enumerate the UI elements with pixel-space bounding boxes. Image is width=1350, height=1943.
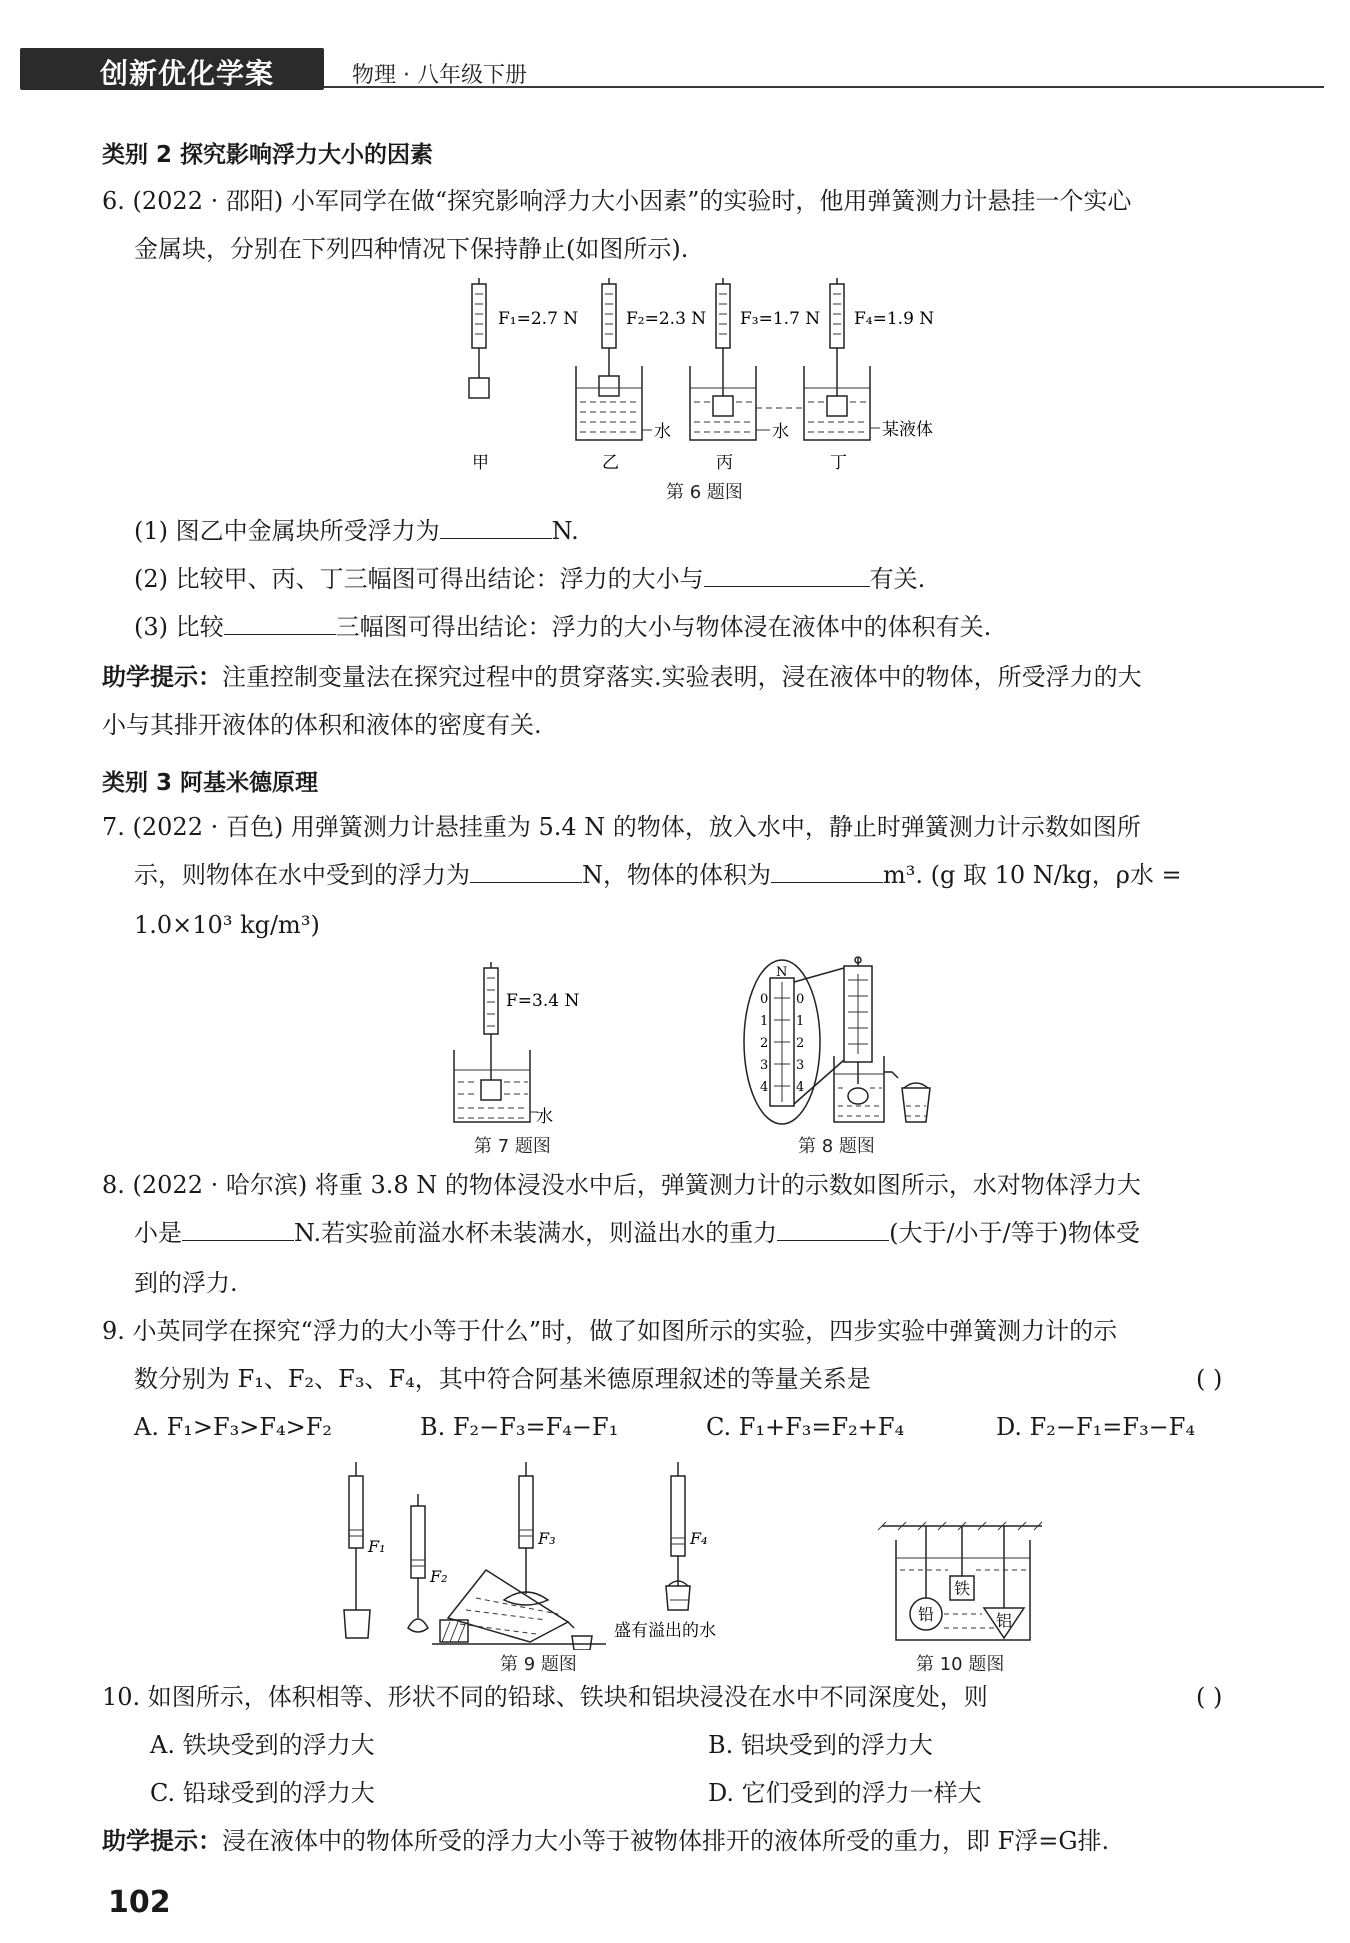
force-f3: F₃=1.7 N <box>740 309 821 329</box>
answer-blank[interactable] <box>704 564 870 587</box>
q10-line1: 10. 如图所示，体积相等、形状不同的铅球、铁块和铝块浸没在水中不同深度处，则 <box>102 1683 988 1711</box>
hint-2: 助学提示：浸在液体中的物体所受的浮力大小等于被物体排开的液体所受的重力，即 F浮=G排. <box>102 1827 1110 1855</box>
q7-force: F=3.4 N <box>506 991 580 1011</box>
category-3-heading: 类别 3 阿基米德原理 <box>102 770 319 796</box>
tick-right-3: 3 <box>796 1058 805 1073</box>
beaker-yi <box>576 366 642 440</box>
tick-right-4: 4 <box>796 1080 805 1095</box>
tick-left-3: 3 <box>760 1058 769 1073</box>
q6-sub2: (2) 比较甲、丙、丁三幅图可得出结论：浮力的大小与 有关. <box>134 565 926 593</box>
tick-right-2: 2 <box>796 1036 805 1051</box>
answer-blank[interactable] <box>777 1218 889 1241</box>
fig9-caption: 第 9 题图 <box>500 1654 577 1675</box>
q10-option-b[interactable]: B. 铝块受到的浮力大 <box>708 1731 933 1759</box>
q8-line2: 小是 N.若实验前溢水杯未装满水，则溢出水的重力 (大于/小于/等于)物体受 <box>134 1219 1140 1247</box>
tick-left-1: 1 <box>760 1014 769 1029</box>
figure-6 <box>440 278 980 508</box>
tick-left-0: 0 <box>760 992 769 1007</box>
f2-label: F₂ <box>430 1567 448 1586</box>
answer-blank[interactable] <box>470 860 582 883</box>
force-f4: F₄=1.9 N <box>854 309 935 329</box>
subject-label: 物理 · 八年级下册 <box>352 63 527 88</box>
brand-title: 创新优化学案 <box>100 57 275 90</box>
figure-10 <box>876 1518 1056 1648</box>
lead-label: 铅 <box>918 1605 935 1624</box>
q8-line1: 8. (2022 · 哈尔滨) 将重 3.8 N 的物体浸没水中后，弹簧测力计的示数如图所示，水对物体浮力大 <box>102 1171 1141 1199</box>
figure-7 <box>448 962 598 1132</box>
fig8-caption: 第 8 题图 <box>798 1136 875 1157</box>
q6-line1: 6. (2022 · 邵阳) 小军同学在做“探究影响浮力大小因素”的实验时，他用弹簧测力计悬挂一个实心 <box>102 187 1132 215</box>
q9-option-b[interactable]: B. F₂−F₃=F₄−F₁ <box>420 1413 619 1441</box>
panel-ding: 丁 <box>830 453 847 473</box>
overflow-label: 盛有溢出的水 <box>614 1621 716 1641</box>
q10-option-a[interactable]: A. 铁块受到的浮力大 <box>150 1731 375 1759</box>
q7-line2: 示，则物体在水中受到的浮力为 N，物体的体积为 m³. (g 取 10 N/kg，ρ水 = <box>134 861 1182 889</box>
category-2-heading: 类别 2 探究影响浮力大小的因素 <box>102 142 434 168</box>
fig10-caption: 第 10 题图 <box>916 1654 1005 1675</box>
answer-blank[interactable] <box>440 516 552 539</box>
q10-paren: ( ) <box>1196 1683 1223 1711</box>
q7-line1: 7. (2022 · 百色) 用弹簧测力计悬挂重为 5.4 N 的物体，放入水中，静止时弹簧测力计示数如图所 <box>102 813 1141 841</box>
answer-blank[interactable] <box>224 612 336 635</box>
f4-label: F₄ <box>690 1529 708 1548</box>
hint-1-line2: 小与其排开液体的体积和液体的密度有关. <box>102 711 542 739</box>
liquid-label-1: 水 <box>654 422 671 442</box>
fig6-caption: 第 6 题图 <box>666 482 743 503</box>
block-bing <box>713 396 733 416</box>
f3-label: F₃ <box>538 1529 556 1548</box>
tick-right-1: 1 <box>796 1014 805 1029</box>
overflow-cup <box>448 1570 568 1642</box>
force-f1: F₁=2.7 N <box>498 309 579 329</box>
fig7-caption: 第 7 题图 <box>474 1136 551 1157</box>
q6-line2: 金属块，分别在下列四种情况下保持静止(如图所示). <box>134 235 689 263</box>
q7-line3: 1.0×10³ kg/m³) <box>134 911 320 939</box>
f1-label: F₁ <box>368 1537 386 1556</box>
panel-yi: 乙 <box>602 453 619 473</box>
q9-paren: ( ) <box>1196 1365 1223 1393</box>
q10-option-c[interactable]: C. 铅球受到的浮力大 <box>150 1779 375 1807</box>
answer-blank[interactable] <box>182 1218 294 1241</box>
q9-option-c[interactable]: C. F₁+F₃=F₂+F₄ <box>706 1413 905 1441</box>
aluminum-label: 铝 <box>996 1611 1013 1630</box>
block-yi <box>599 376 619 396</box>
q6-sub3: (3) 比较 三幅图可得出结论：浮力的大小与物体浸在液体中的体积有关. <box>134 613 992 641</box>
q9-line2: 数分别为 F₁、F₂、F₃、F₄，其中符合阿基米德原理叙述的等量关系是 <box>134 1365 871 1393</box>
tick-right-0: 0 <box>796 992 805 1007</box>
q8-line3: 到的浮力. <box>134 1269 238 1297</box>
figure-8 <box>740 956 940 1128</box>
q7-liquid: 水 <box>536 1107 553 1127</box>
iron-label: 铁 <box>954 1579 971 1598</box>
hint-1-line1: 助学提示：注重控制变量法在探究过程中的贯穿落实.实验表明，浸在液体中的物体，所受浮力的大 <box>102 663 1142 691</box>
unit-n: N <box>776 965 788 980</box>
figure-9 <box>336 1460 756 1650</box>
answer-blank[interactable] <box>771 860 883 883</box>
liquid-label-3: 某液体 <box>882 420 933 440</box>
page-number: 102 <box>108 1885 171 1920</box>
panel-bing: 丙 <box>716 453 733 473</box>
q10-option-d[interactable]: D. 它们受到的浮力一样大 <box>708 1779 982 1807</box>
block-ding <box>827 396 847 416</box>
tick-left-4: 4 <box>760 1080 769 1095</box>
q9-option-a[interactable]: A. F₁>F₃>F₄>F₂ <box>134 1413 333 1441</box>
liquid-label-2: 水 <box>772 422 789 442</box>
q9-option-d[interactable]: D. F₂−F₁=F₃−F₄ <box>996 1413 1196 1441</box>
force-f2: F₂=2.3 N <box>626 309 707 329</box>
q9-line1: 9. 小英同学在探究“浮力的大小等于什么”时，做了如图所示的实验，四步实验中弹簧测力计的示 <box>102 1317 1118 1345</box>
q6-sub1: (1) 图乙中金属块所受浮力为 N. <box>134 517 579 545</box>
panel-jia: 甲 <box>472 453 489 473</box>
block-jia <box>469 378 489 398</box>
tick-left-2: 2 <box>760 1036 769 1051</box>
